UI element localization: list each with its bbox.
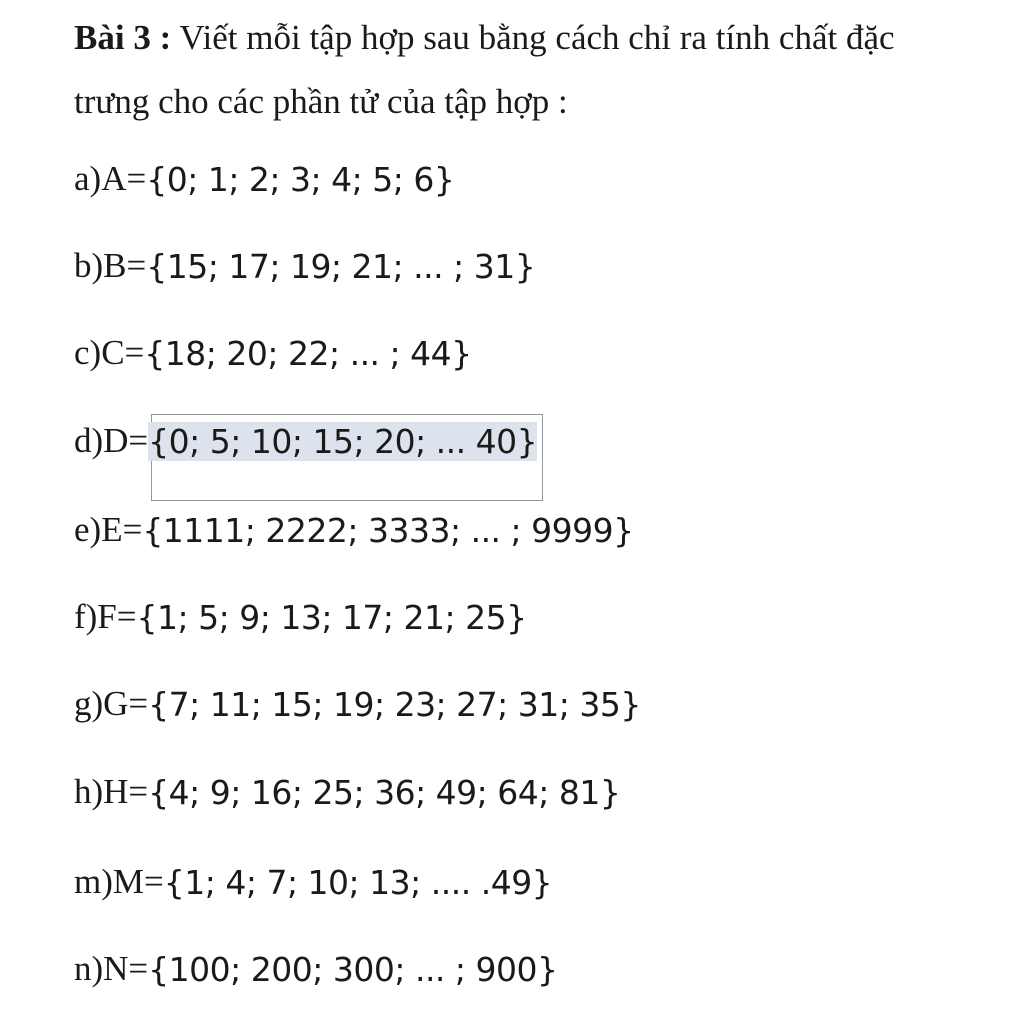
problem-m — [74, 855, 552, 909]
problem-label: d)D= — [74, 421, 149, 460]
problem-label: m)M= — [74, 862, 164, 901]
problem-n — [74, 942, 558, 996]
problem-g — [74, 677, 641, 731]
problem-label: c)C= — [74, 333, 145, 372]
problem-label: e)E= — [74, 510, 143, 549]
problem-a — [74, 152, 454, 206]
set-expression: {1111; 2222; 3333; ... ; 9999} — [142, 510, 634, 550]
selected-set-expression[interactable]: {0; 5; 10; 15; 20; ... 40} — [148, 421, 538, 461]
problem-label: n)N= — [74, 949, 149, 988]
set-expression: {0; 1; 2; 3; 4; 5; 6} — [146, 159, 455, 199]
problem-e — [74, 503, 634, 557]
set-expression: {7; 11; 15; 19; 23; 27; 31; 35} — [148, 684, 641, 724]
exercise-instruction: Viết mỗi tập hợp sau bằng cách chỉ ra tính chất đặc trưng cho các phần tử của tập hợp : — [74, 18, 895, 121]
set-expression: {4; 9; 16; 25; 36; 49; 64; 81} — [148, 772, 621, 812]
set-expression: {100; 200; 300; ... ; 900} — [148, 949, 558, 989]
problem-label: b)B= — [74, 246, 147, 285]
problem-label: f)F= — [74, 597, 137, 636]
exercise-title: Bài 3 : — [74, 18, 172, 57]
problem-d — [74, 414, 537, 468]
set-expression: {1; 4; 7; 10; 13; .... .49} — [163, 862, 553, 902]
problem-label: a)A= — [74, 159, 147, 198]
set-expression: {15; 17; 19; 21; ... ; 31} — [146, 246, 536, 286]
problem-h — [74, 765, 620, 819]
problem-label: g)G= — [74, 684, 149, 723]
set-expression: {1; 5; 9; 13; 17; 21; 25} — [136, 597, 527, 637]
problem-b — [74, 239, 535, 293]
set-expression: {18; 20; 22; ... ; 44} — [144, 333, 472, 373]
problem-label: h)H= — [74, 772, 149, 811]
problem-f — [74, 590, 527, 644]
exercise-heading — [74, 6, 974, 134]
problem-c — [74, 326, 472, 380]
